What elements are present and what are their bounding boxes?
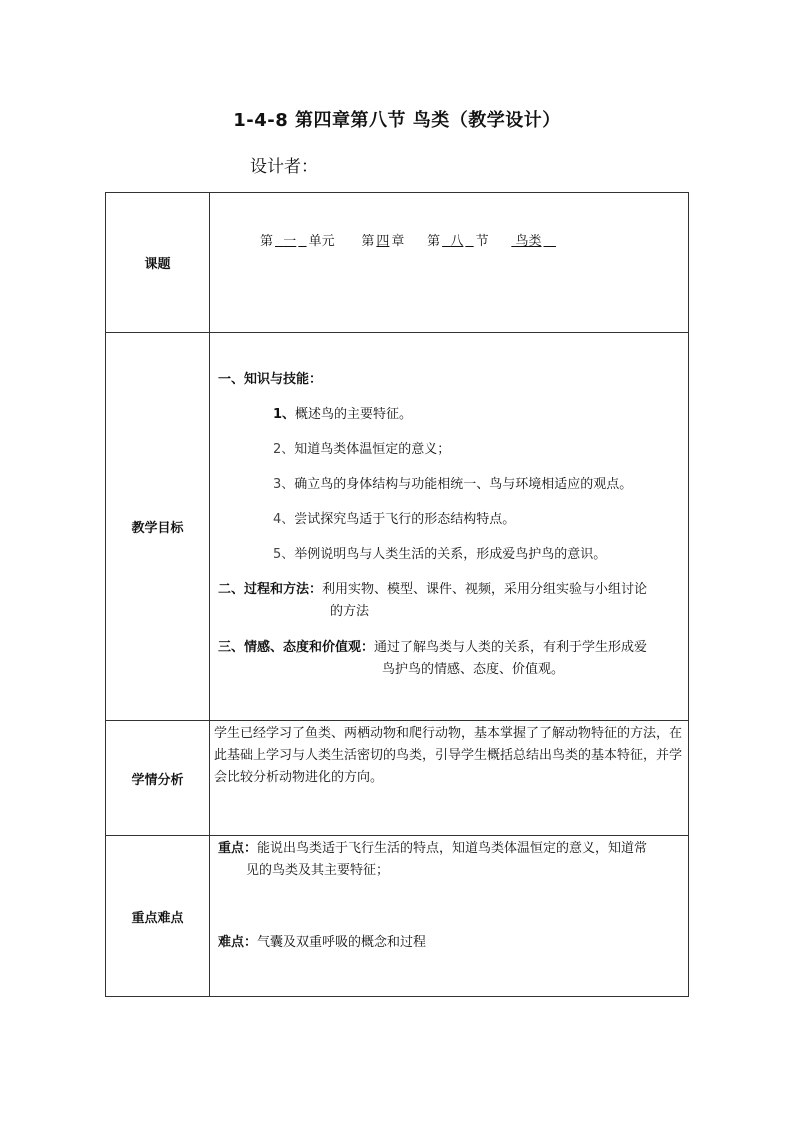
topic-label: 课题 bbox=[106, 193, 210, 333]
objective-heading-process: 二、过程和方法： bbox=[218, 582, 323, 597]
analysis-cell bbox=[210, 721, 689, 836]
objective-process-methods: 二、过程和方法：利用实物、模型、课件、视频，采用分组实验与小组讨论 的方法 bbox=[218, 582, 648, 619]
objective-item: 2、知道鸟类体温恒定的意义； bbox=[273, 442, 451, 457]
chapter-suffix: 章 bbox=[391, 234, 405, 249]
analysis-row bbox=[106, 721, 689, 836]
analysis-text: 学生已经学习了鱼类、两栖动物和爬行动物，基本掌握了了解动物特征的方法，在此基础上学习与人类生活密切的鸟类，引导学生概括总结出鸟类的基本特征，并学会比较分析动物进化的方向。 bbox=[214, 726, 683, 785]
chapter-value: 四 bbox=[376, 234, 390, 249]
keypoints-row bbox=[106, 836, 689, 997]
objective-heading-knowledge: 一、知识与技能： bbox=[218, 372, 323, 387]
section-suffix: 节 bbox=[475, 234, 489, 249]
objective-attitudes: 三、情感、态度和价值观：通过了解鸟类与人类的关系，有利于学生形成爱 鸟护鸟的情感、态度、价值观。 bbox=[218, 640, 648, 677]
objective-item: 3、确立鸟的身体结构与功能相统一、鸟与环境相适应的观点。 bbox=[273, 477, 633, 492]
unit-suffix: 单元 bbox=[308, 234, 335, 249]
analysis-label: 学情分析 bbox=[106, 721, 210, 836]
topic-row bbox=[106, 193, 689, 333]
topic-cell bbox=[210, 193, 689, 333]
objective-heading-attitude: 三、情感、态度和价值观： bbox=[218, 640, 375, 655]
objective-item: 4、尝试探究鸟适于飞行的形态结构特点。 bbox=[273, 512, 516, 527]
chapter-prefix: 第 bbox=[361, 234, 375, 249]
topic-line bbox=[210, 193, 688, 253]
key-point-continued: 见的鸟类及其主要特征； bbox=[246, 863, 390, 878]
objective-item: 5、举例说明鸟与人类生活的关系，形成爱鸟护鸟的意识。 bbox=[273, 547, 607, 562]
objective-item: 1、概述鸟的主要特征。 bbox=[273, 407, 413, 422]
keypoints-cell bbox=[210, 836, 689, 997]
keypoints-label: 重点难点 bbox=[106, 836, 210, 997]
objectives-row bbox=[106, 333, 689, 721]
objectives-cell bbox=[210, 333, 689, 721]
lesson-plan-table bbox=[105, 192, 689, 997]
key-point: 重点：能说出鸟类适于飞行生活的特点，知道鸟类体温恒定的意义，知道常 bbox=[218, 841, 648, 856]
difficult-point: 难点：气囊及双重呼吸的概念和过程 bbox=[218, 935, 427, 950]
lesson-value: 鸟类 bbox=[515, 234, 542, 249]
unit-prefix: 第 bbox=[260, 234, 274, 249]
document-title: 1-4-8 第四章第八节 鸟类（教学设计） bbox=[233, 110, 561, 131]
objectives-label: 教学目标 bbox=[106, 333, 210, 721]
section-prefix: 第 bbox=[427, 234, 441, 249]
designer-label: 设计者： bbox=[250, 157, 318, 177]
unit-value: 一 bbox=[283, 234, 297, 249]
section-value: 八 bbox=[450, 234, 464, 249]
